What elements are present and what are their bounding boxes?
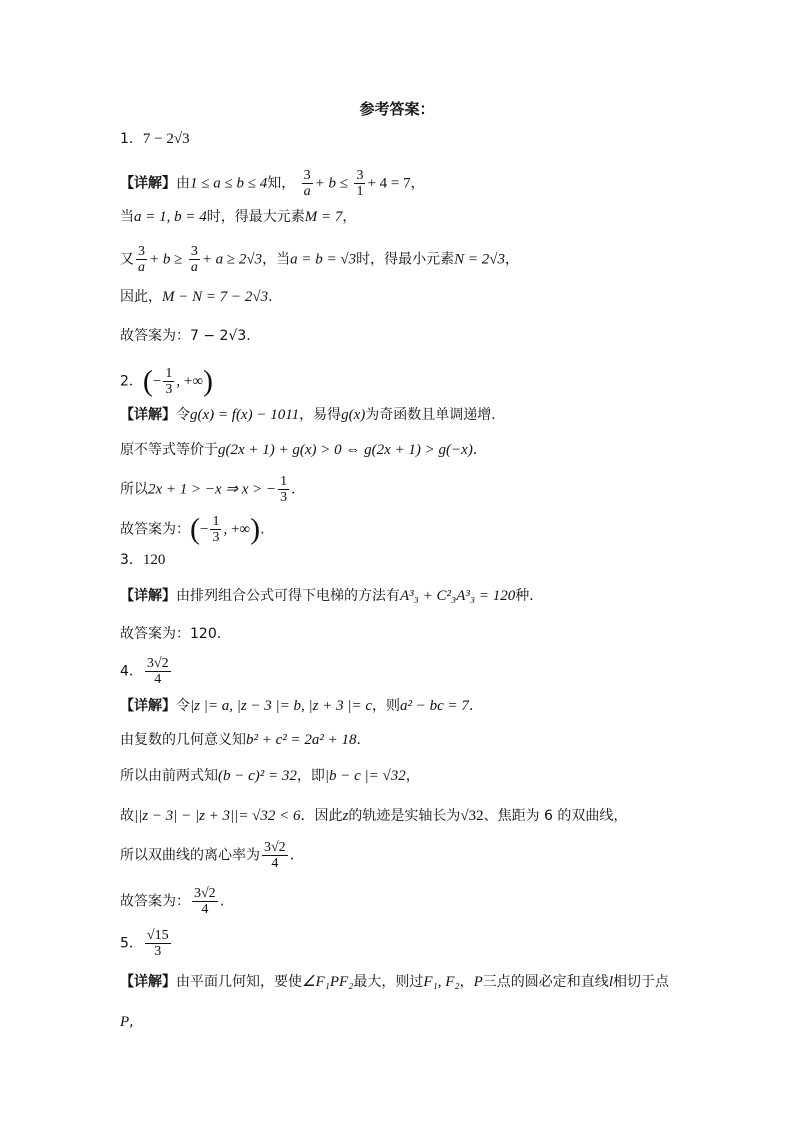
text: ． <box>289 847 304 864</box>
text: ，则 <box>372 698 401 714</box>
math: g(2x + 1) + g(x) > 0 ⇔ g(2x + 1) > g(−x) <box>218 442 473 458</box>
q1-detail-line3 <box>120 244 519 275</box>
math: N = 2√3 <box>454 251 505 268</box>
q4-detail-line5 <box>120 840 304 871</box>
text: 的轨迹是实轴长为 <box>348 808 461 824</box>
fraction <box>262 840 288 871</box>
q2-detail-line1 <box>120 405 505 425</box>
text: 相切于点 <box>612 974 669 990</box>
text: ，当 <box>262 251 291 268</box>
frac-num: 3 <box>190 244 198 259</box>
q4-final-answer <box>120 886 224 917</box>
fraction <box>163 366 174 397</box>
paren-open: ( <box>190 512 200 546</box>
math: + b ≥ <box>149 251 183 268</box>
fraction <box>354 168 365 199</box>
math: b² + c² = 2a² + 18 <box>246 732 357 748</box>
text: 所以 <box>120 481 148 498</box>
math: a² − bc = 7 <box>400 698 469 714</box>
frac-num: 3 <box>138 244 145 259</box>
frac-den: a <box>138 260 145 275</box>
q4-detail-line3 <box>120 766 420 786</box>
q4-detail-line2 <box>120 730 371 750</box>
text: 为奇函数且单调递增． <box>365 407 506 423</box>
q3-number: 3． <box>120 552 143 568</box>
text: ． <box>468 698 483 714</box>
text: 由 <box>176 175 190 192</box>
detail-tag: 【详解】 <box>120 974 176 990</box>
q5-detail-line1 <box>120 972 669 992</box>
math: √32 <box>460 808 484 824</box>
text: ． <box>291 481 306 498</box>
text: 由平面几何知，要使 <box>176 974 302 990</box>
fraction <box>278 474 289 505</box>
math: a = 1, b = 4 <box>134 209 207 225</box>
q1-final-answer: 故答案为：7 − 2√3. <box>120 328 251 344</box>
text: 又 <box>120 251 134 268</box>
fraction <box>192 886 218 917</box>
math: P <box>473 974 483 990</box>
detail-tag: 【详解】 <box>120 407 176 423</box>
text: 因此， <box>120 289 162 305</box>
q1-detail-line2 <box>120 207 356 227</box>
frac-den: a <box>190 260 198 275</box>
fraction <box>302 168 313 199</box>
text: ． <box>472 442 487 458</box>
q4-answer-line <box>120 656 173 687</box>
q2-answer-line: 2．(− $\frac{1}{3}$ , +∞) <box>120 364 214 398</box>
frac-den: a <box>303 184 311 199</box>
frac-den: 3 <box>154 944 162 959</box>
math: g(x) <box>341 407 366 423</box>
math: |b − c |= √32 <box>324 768 406 784</box>
math: l <box>608 974 613 990</box>
text: 种． <box>515 588 544 604</box>
frac-den: 3 <box>165 382 173 397</box>
frac-num: 3√2 <box>264 840 286 855</box>
q1-answer-line <box>120 129 190 149</box>
frac-den: 3 <box>212 530 220 545</box>
fraction <box>145 656 171 687</box>
q3-answer-line <box>120 550 165 570</box>
interval-tail: , +∞ <box>176 373 204 390</box>
text: 故答案为： <box>120 893 190 910</box>
text: 令 <box>176 698 190 714</box>
frac-den: 4 <box>154 672 162 687</box>
detail-tag: 【详解】 <box>120 175 176 192</box>
q1-answer: 7 − 2√3 <box>142 131 190 147</box>
frac-num: 1 <box>280 474 288 489</box>
frac-num: 3√2 <box>146 656 169 671</box>
math: M = 7 <box>304 209 343 225</box>
math: ||z − 3| − |z + 3||= √32 < 6 <box>134 808 301 824</box>
q5-detail-line2 <box>120 1012 134 1032</box>
q5-answer-line <box>120 928 173 959</box>
text: , <box>129 1014 134 1030</box>
math: (b − c)² = 32 <box>218 768 297 784</box>
text: ， <box>342 209 357 225</box>
math: 1 ≤ a ≤ b ≤ 4 <box>190 175 268 192</box>
frac-den: 1 <box>356 184 364 199</box>
math: g(x) = f(x) − 1011 <box>190 407 300 423</box>
q4-detail-line4 <box>120 806 627 826</box>
detail-tag: 【详解】 <box>120 588 176 604</box>
text: ， <box>505 251 519 268</box>
text: ， <box>405 768 420 784</box>
text: 所以双曲线的离心率为 <box>120 847 260 864</box>
text: 故 <box>120 808 134 824</box>
text: 、焦距为 6 的双曲线， <box>483 808 628 824</box>
q3-detail-line1 <box>120 586 543 606</box>
q4-detail-line1 <box>120 696 483 716</box>
text: 知， <box>267 175 296 192</box>
text: 三点的圆必定和直线 <box>482 974 609 990</box>
text: 时，得最小元素 <box>356 251 455 268</box>
text: 由排列组合公式可得下电梯的方法有 <box>176 588 400 604</box>
q1-detail-line1 <box>120 168 425 199</box>
text: 由复数的几何意义知 <box>120 732 246 748</box>
math: z <box>342 808 349 824</box>
fraction <box>136 244 147 275</box>
math: P <box>120 1014 130 1030</box>
q2-detail-line3 <box>120 474 305 505</box>
q3-answer: 120 <box>142 552 166 568</box>
text: 原不等式等价于 <box>120 442 218 458</box>
frac-num: √15 <box>146 928 169 943</box>
q1-number: 1． <box>120 131 143 147</box>
math: ∠F₁PF₂ <box>302 974 354 990</box>
q1-detail-line4 <box>120 287 282 307</box>
text: ， <box>410 175 425 192</box>
page-title: 参考答案： <box>359 100 435 118</box>
frac-den: 4 <box>271 856 279 871</box>
text: 故答案为： <box>120 521 190 538</box>
math: + 4 = 7 <box>367 175 411 192</box>
q5-number: 5． <box>120 935 143 952</box>
text: 时，得最大元素 <box>206 209 305 225</box>
math: 2x + 1 > −x ⇒ x > − <box>148 481 277 498</box>
math: A³₃ + C²₃A³₃ = 120 <box>400 588 516 604</box>
detail-tag: 【详解】 <box>120 698 176 714</box>
text: ，易得 <box>299 407 342 423</box>
text: ． <box>268 289 283 305</box>
q3-final-answer: 故答案为：120. <box>120 626 222 642</box>
math: + a ≥ 2√3 <box>201 251 263 268</box>
text: ． <box>356 732 371 748</box>
frac-num: 1 <box>165 366 173 381</box>
paren-close: ) <box>203 364 214 398</box>
math: M − N = 7 − 2√3 <box>162 289 269 305</box>
text: . <box>219 893 225 910</box>
fraction <box>145 928 171 959</box>
q2-final-answer: 故答案为：(− $\frac{1}{3}$ , +∞). <box>120 512 265 546</box>
q4-number: 4． <box>120 663 143 680</box>
math: + b ≤ <box>314 175 349 192</box>
text: ．因此 <box>300 808 343 824</box>
fraction <box>210 514 221 545</box>
math: a = b = √3 <box>290 251 357 268</box>
frac-num: 3√2 <box>194 886 216 901</box>
text: 最大，则过 <box>353 974 424 990</box>
text: ， <box>459 974 474 990</box>
paren-close: ) <box>250 512 261 546</box>
text: 当 <box>120 209 134 225</box>
math: |z |= a, |z − 3 |= b, |z + 3 |= c <box>190 698 373 714</box>
q2-number: 2． <box>120 373 143 390</box>
text: 令 <box>176 407 190 423</box>
frac-num: 3 <box>303 168 311 183</box>
text: ，即 <box>296 768 325 784</box>
frac-den: 4 <box>201 902 209 917</box>
frac-num: 1 <box>212 514 220 529</box>
text: 所以由前两式知 <box>120 768 218 784</box>
math: F₁, F₂ <box>423 974 460 990</box>
fraction <box>189 244 200 275</box>
paren-open: ( <box>142 364 153 398</box>
frac-den: 3 <box>280 490 288 505</box>
frac-num: 3 <box>356 168 364 183</box>
interval-tail: , +∞ <box>223 521 251 538</box>
q2-detail-line2 <box>120 440 487 460</box>
